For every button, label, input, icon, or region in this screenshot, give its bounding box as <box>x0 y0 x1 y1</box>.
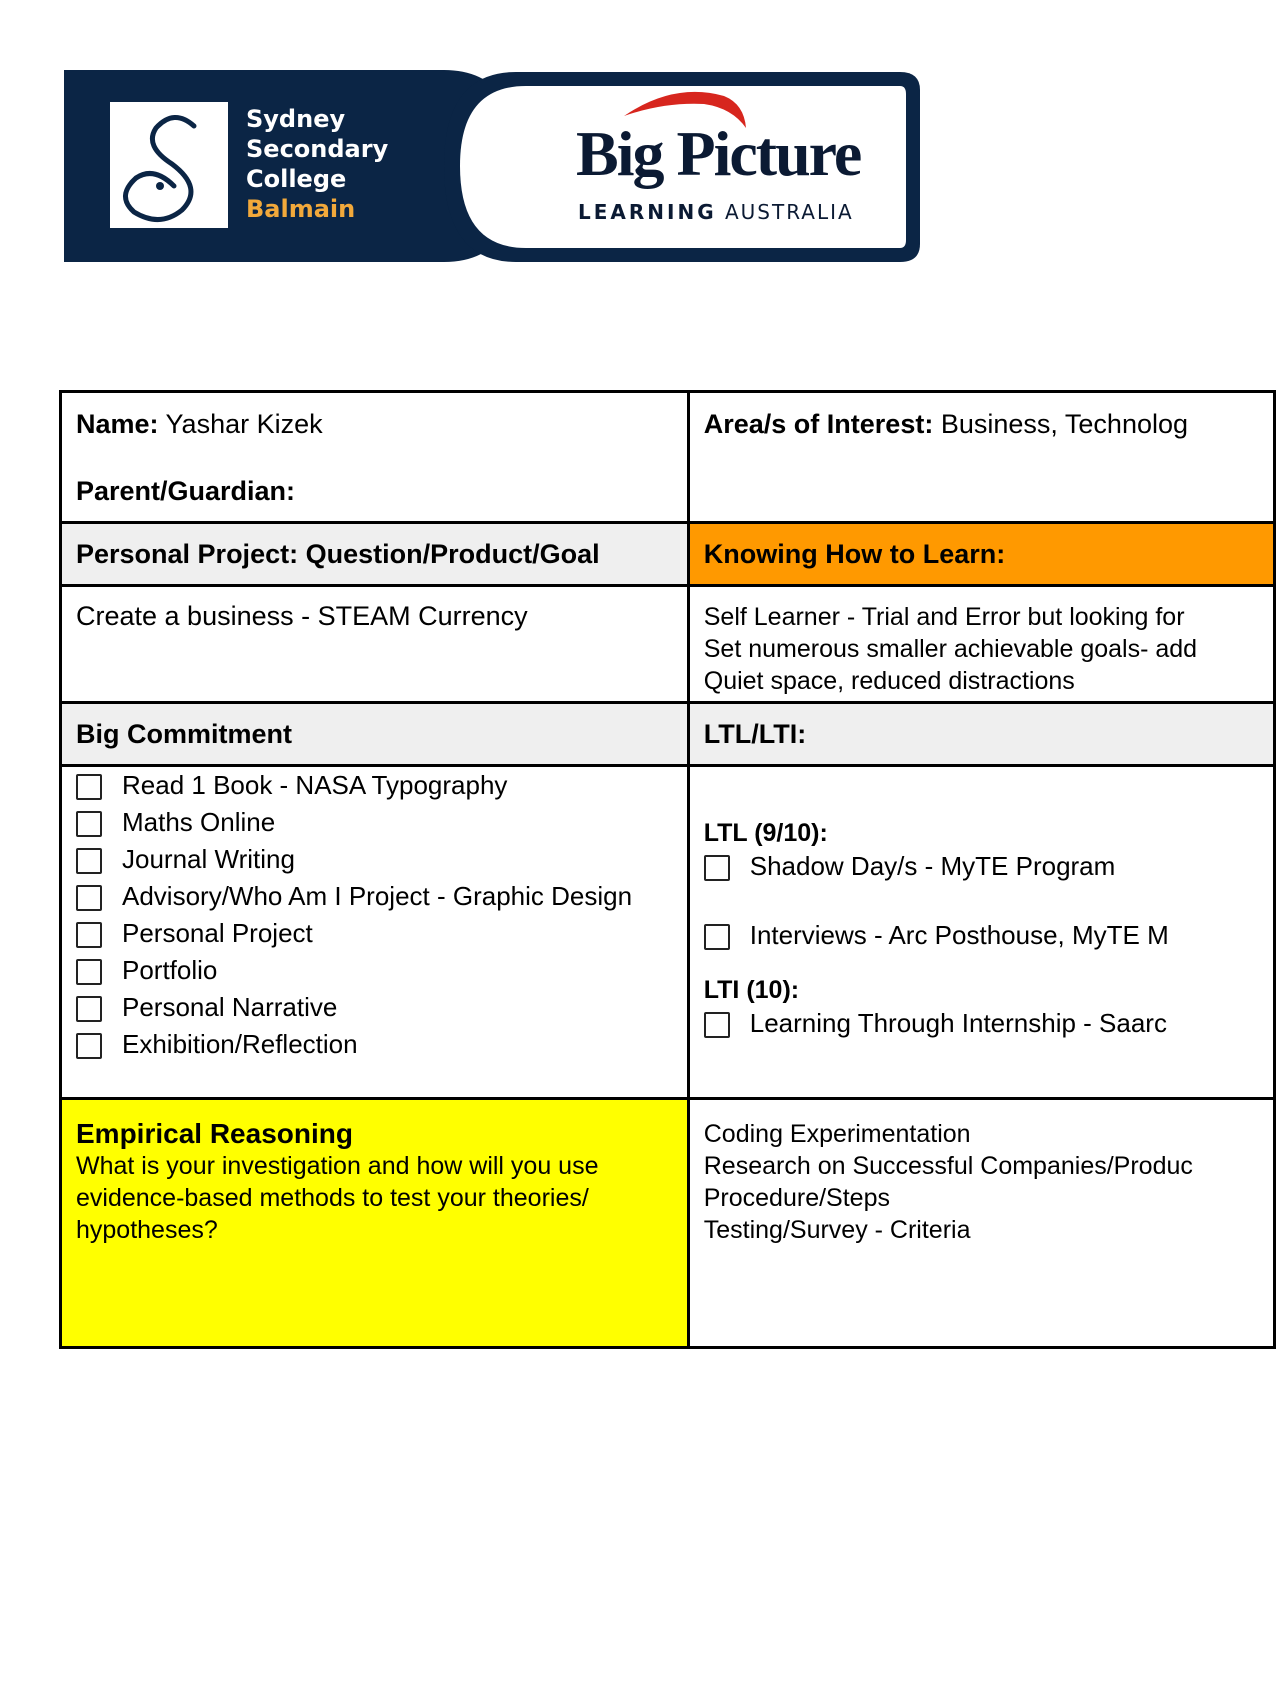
commitment-item-label: Personal Narrative <box>122 992 338 1022</box>
school-line-4: Balmain <box>246 195 356 223</box>
knowing-line-1: Self Learner - Trial and Error but looking for <box>703 603 1185 631</box>
big-commitment-cell <box>61 766 689 1099</box>
interest-cell <box>688 392 1274 523</box>
empirical-line-1: Coding Experimentation <box>703 1120 971 1148</box>
ltl-label: LTL (9/10): <box>703 819 828 847</box>
learning-plan-table <box>59 390 1276 1349</box>
school-line-1: Sydney <box>246 105 346 133</box>
parent-label: Parent/Guardian: <box>76 476 296 506</box>
school-name <box>246 104 388 224</box>
name-value: Yashar Kizek <box>165 409 323 439</box>
commitment-item-label: Portfolio <box>122 955 218 985</box>
commitment-item-label: Maths Online <box>122 807 276 837</box>
lti-list <box>704 1005 1259 1042</box>
commitment-item <box>76 952 673 989</box>
ltl-item-label: Shadow Day/s - MyTE Program <box>749 851 1116 881</box>
lti-item-label: Learning Through Internship - Saarc <box>749 1008 1167 1038</box>
commitment-heading-row <box>61 703 1275 766</box>
checkbox[interactable] <box>704 855 730 881</box>
checkbox[interactable] <box>76 1033 102 1059</box>
name-label: Name: <box>76 409 159 439</box>
profile-row <box>61 392 1275 523</box>
knowing-line-2: Set numerous smaller achievable goals- add <box>703 635 1198 663</box>
knowing-how-heading: Knowing How to Learn: <box>688 523 1274 586</box>
knowing-line-3: Quiet space, reduced distractions <box>703 667 1075 695</box>
checkbox[interactable] <box>76 811 102 837</box>
empirical-line-3: Procedure/Steps <box>703 1184 890 1212</box>
checkbox[interactable] <box>704 924 730 950</box>
interest-value: Business, Technolog <box>940 409 1189 439</box>
empirical-heading: Empirical Reasoning <box>76 1118 353 1149</box>
empirical-line-4: Testing/Survey - Criteria <box>703 1216 971 1244</box>
commitment-item <box>76 841 673 878</box>
commitment-item-label: Read 1 Book - NASA Typography <box>122 770 508 800</box>
commitment-item <box>76 878 673 915</box>
big-picture-title: Big Picture <box>576 118 861 189</box>
commitment-item <box>76 804 673 841</box>
interest-line <box>704 409 1259 440</box>
knowing-how-cell <box>688 586 1274 703</box>
empirical-answer-cell <box>688 1099 1274 1348</box>
lti-item <box>704 1005 1259 1042</box>
checkbox[interactable] <box>76 774 102 800</box>
commitment-content-row <box>61 766 1275 1099</box>
commitment-item <box>76 915 673 952</box>
ltl-item <box>704 917 1259 954</box>
big-commitment-heading: Big Commitment <box>61 703 689 766</box>
school-line-2: Secondary <box>246 135 389 163</box>
ltl-lti-heading: LTL/LTI: <box>688 703 1274 766</box>
commitment-item-label: Personal Project <box>122 918 313 948</box>
personal-project-heading: Personal Project: Question/Product/Goal <box>61 523 689 586</box>
name-cell <box>61 392 689 523</box>
checkbox[interactable] <box>76 922 102 948</box>
checkbox[interactable] <box>704 1012 730 1038</box>
commitment-item-label: Journal Writing <box>122 844 295 874</box>
ltl-list <box>704 848 1259 954</box>
project-content-row <box>61 586 1275 703</box>
school-line-3: College <box>246 165 347 193</box>
checkbox[interactable] <box>76 848 102 874</box>
ltl-lti-cell <box>688 766 1274 1099</box>
checkbox[interactable] <box>76 885 102 911</box>
big-picture-sub-bold: LEARNING <box>578 200 717 224</box>
commitment-item <box>76 989 673 1026</box>
empirical-question: What is your investigation and how will you use evidence-based methods to test your theories/ hypotheses? <box>76 1152 599 1244</box>
commitment-item-label: Exhibition/Reflection <box>122 1029 358 1059</box>
commitment-item <box>76 1026 673 1063</box>
empirical-line-2: Research on Successful Companies/Produc <box>703 1152 1193 1180</box>
big-picture-sub: AUSTRALIA <box>724 200 854 224</box>
ltl-item-label: Interviews - Arc Posthouse, MyTE M <box>749 920 1169 950</box>
commitment-item <box>76 767 673 804</box>
lti-label: LTI (10): <box>703 976 800 1004</box>
project-heading-row <box>61 523 1275 586</box>
personal-project-content: Create a business - STEAM Currency <box>76 601 528 631</box>
personal-project-cell <box>61 586 689 703</box>
big-commitment-list <box>76 767 673 1063</box>
big-picture-subtitle <box>578 200 854 224</box>
checkbox[interactable] <box>76 996 102 1022</box>
checkbox[interactable] <box>76 959 102 985</box>
commitment-item-label: Advisory/Who Am I Project - Graphic Design <box>122 881 633 911</box>
empirical-cell <box>61 1099 689 1348</box>
interest-label: Area/s of Interest: <box>703 409 934 439</box>
empirical-row <box>61 1099 1275 1348</box>
ltl-item <box>704 848 1259 885</box>
name-line <box>76 409 673 440</box>
